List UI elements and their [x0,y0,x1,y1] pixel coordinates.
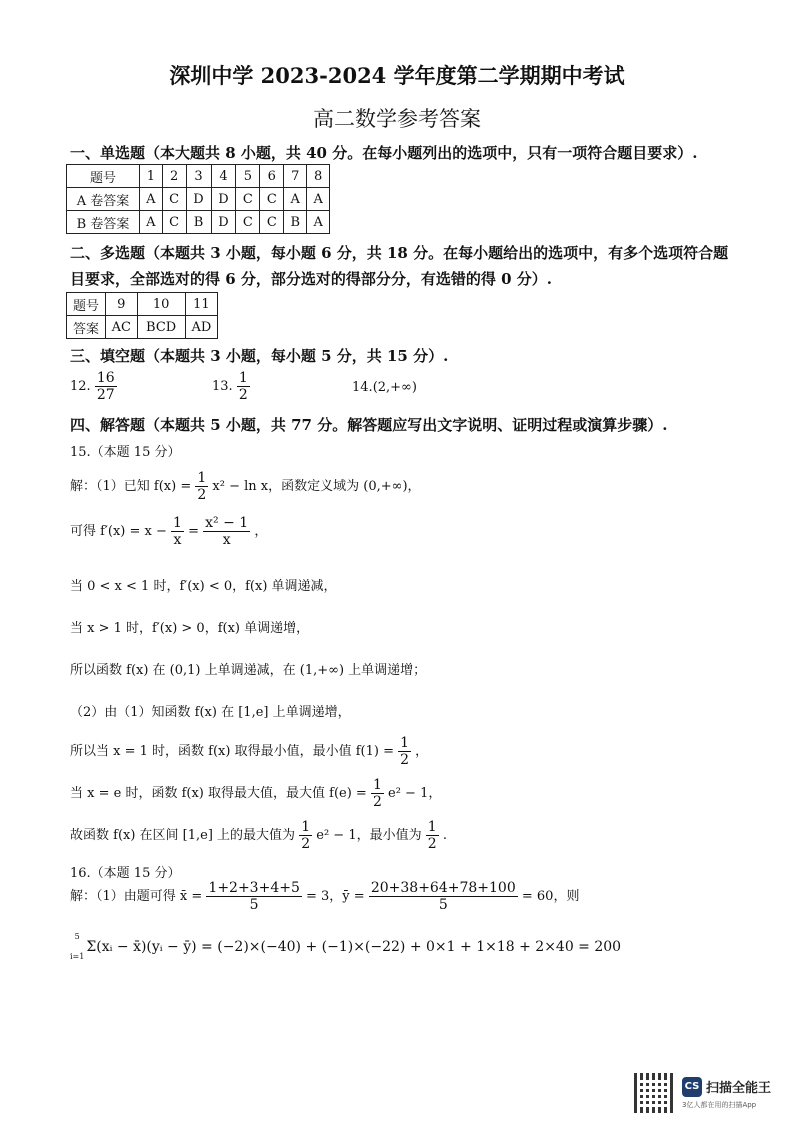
table-cell: B [284,211,307,234]
scanner-app-name: 扫描全能王 [706,1081,772,1096]
numerator: 1 [238,370,248,386]
table-cell: A [284,188,307,211]
table-cell: A [307,211,330,234]
table-cell: C [162,211,186,234]
denominator: 5 [438,897,448,913]
table-cell: C [260,211,284,234]
answer-13 [212,370,250,403]
table-cell: C [260,188,284,211]
fraction [369,880,518,913]
table-cell: 答案 [67,316,106,339]
denominator: 2 [372,794,382,810]
fraction [206,880,301,913]
q16-line-1 [70,880,579,913]
table-cell: 10 [137,293,185,316]
text: 故函数 f(x) 在区间 [1,e] 上的最大值为 [70,828,296,843]
text: . [442,828,447,843]
denominator: 2 [197,487,207,503]
denominator: 2 [238,387,248,403]
denominator: 2 [400,752,410,768]
text: 可得 f′(x) = x − [70,524,167,539]
qr-code-icon [634,1073,674,1113]
text: = 3，ȳ = [306,889,365,904]
table-cell: B 卷答案 [67,211,140,234]
q15-line-2 [70,515,267,548]
table-cell: C [236,188,260,211]
fraction [398,735,411,768]
sum-lower: i=1 [70,952,85,961]
denominator: x [173,532,182,548]
numerator: 20+38+64+78+100 [370,880,516,896]
section-1-heading: 一、单选题（本大题共 8 小题，共 40 分。在每小题列出的选项中，只有一项符合题目要求）. [70,144,698,162]
answer-label: 14. [352,380,373,395]
text: e² − 1，最小值为 [316,828,422,843]
denominator: x [222,532,231,548]
numerator: 1 [372,777,382,793]
page-subtitle: 高二数学参考答案 [313,107,481,131]
table-row [67,211,330,234]
table-cell: BCD [137,316,185,339]
text: Σ(xᵢ − x̄)(yᵢ − ȳ) = (−2)×(−40) + (−1)×(−22) + 0×1 + 1×18 + 2×40 = 200 [86,939,622,955]
numerator: 1 [197,470,207,486]
table-cell: A [140,188,163,211]
fraction [426,819,439,852]
fraction [95,370,117,403]
single-choice-table [66,164,330,234]
table-cell: A [307,188,330,211]
numerator: x² − 1 [205,515,249,531]
table-row [67,316,218,339]
q15-line-6: （2）由（1）知函数 f(x) 在 [1,e] 上单调递增， [70,705,351,720]
q15-line-5: 所以函数 f(x) 在 (0,1) 上单调递减，在 (1,+∞) 上单调递增； [70,663,427,678]
table-cell: D [211,211,236,234]
camscanner-logo: CS [682,1077,702,1097]
q15-title: 15.（本题 15 分） [70,445,181,460]
denominator: 2 [301,836,311,852]
table-cell: A 卷答案 [67,188,140,211]
table-cell: 7 [284,165,307,188]
table-cell: 11 [185,293,217,316]
text: ， [415,744,429,759]
scanner-watermark [634,1073,784,1113]
q15-line-4: 当 x > 1 时，f′(x) > 0，f(x) 单调递增， [70,621,310,636]
exam-title: 深圳中学 2023-2024 学年度第二学期期中考试 [169,63,625,88]
table-cell: AD [185,316,217,339]
answer-12 [70,370,117,403]
table-cell: B [186,211,211,234]
fraction [203,515,250,548]
section-4-heading: 四、解答题（本题共 5 小题，共 77 分。解答题应写出文字说明、证明过程或演算步骤）. [70,416,668,434]
numerator: 1 [400,735,410,751]
section-2-heading: 二、多选题（本题共 3 小题，每小题 6 分，共 18 分。在每小题给出的选项中，有多个选项符合题目要求，全部选对的得 6 分，部分选对的得部分分，有选错的得 0 分）. [70,244,729,288]
answer-label: 12. [70,379,91,394]
table-cell: 3 [186,165,211,188]
table-cell: D [211,188,236,211]
q15-line-3: 当 0 < x < 1 时，f′(x) < 0，f(x) 单调递减， [70,579,337,594]
text: 解：（1）由题可得 x̄ = [70,889,203,904]
denominator: 5 [249,897,259,913]
table-cell: 6 [260,165,284,188]
table-cell: 9 [106,293,138,316]
section-3-heading: 三、填空题（本题共 3 小题，每小题 5 分，共 15 分）. [70,347,449,365]
multi-choice-table [66,292,218,339]
sum-upper: 5 [74,932,80,941]
numerator: 1 [301,819,311,835]
q16-title: 16.（本题 15 分） [70,866,181,881]
table-cell: 5 [236,165,260,188]
table-cell: 4 [211,165,236,188]
table-row [67,165,330,188]
denominator: 27 [96,387,115,403]
table-cell: D [186,188,211,211]
numerator: 1 [427,819,437,835]
table-cell: 1 [140,165,163,188]
fraction [195,470,208,503]
table-cell: 题号 [67,293,106,316]
q15-line-8 [70,777,441,810]
text: x² − ln x，函数定义域为 (0,+∞)， [212,479,421,494]
text: = 60，则 [521,889,580,904]
fraction [299,819,312,852]
table-row [67,188,330,211]
text: 所以当 x = 1 时，函数 f(x) 取得最小值，最小值 f(1) = [70,744,394,759]
table-cell: C [236,211,260,234]
table-cell: C [162,188,186,211]
q16-line-2 [70,932,621,962]
q15-line-9 [70,819,447,852]
answer-label: 13. [212,379,233,394]
numerator: 1 [173,515,182,531]
table-cell: 题号 [67,165,140,188]
numerator: 1+2+3+4+5 [208,880,300,896]
text: 当 x = e 时，函数 f(x) 取得最大值，最大值 f(e) = [70,786,367,801]
text: ， [254,524,268,539]
table-cell: 2 [162,165,186,188]
answer-14 [352,380,417,395]
fraction [371,777,384,810]
text: = [188,524,199,539]
table-cell: 8 [307,165,330,188]
q15-line-1 [70,470,421,503]
q15-line-7 [70,735,428,768]
table-cell: A [140,211,163,234]
text: 解：（1）已知 f(x) = [70,479,192,494]
denominator: 2 [427,836,437,852]
fraction [237,370,250,403]
fraction [171,515,184,548]
sum-limits [70,932,84,962]
table-cell: AC [106,316,138,339]
numerator: 16 [96,370,115,386]
scanner-tagline: 3亿人都在用的扫描App [682,1101,757,1109]
table-row [67,293,218,316]
answer-value: (2,+∞) [372,380,417,395]
text: e² − 1， [388,786,442,801]
